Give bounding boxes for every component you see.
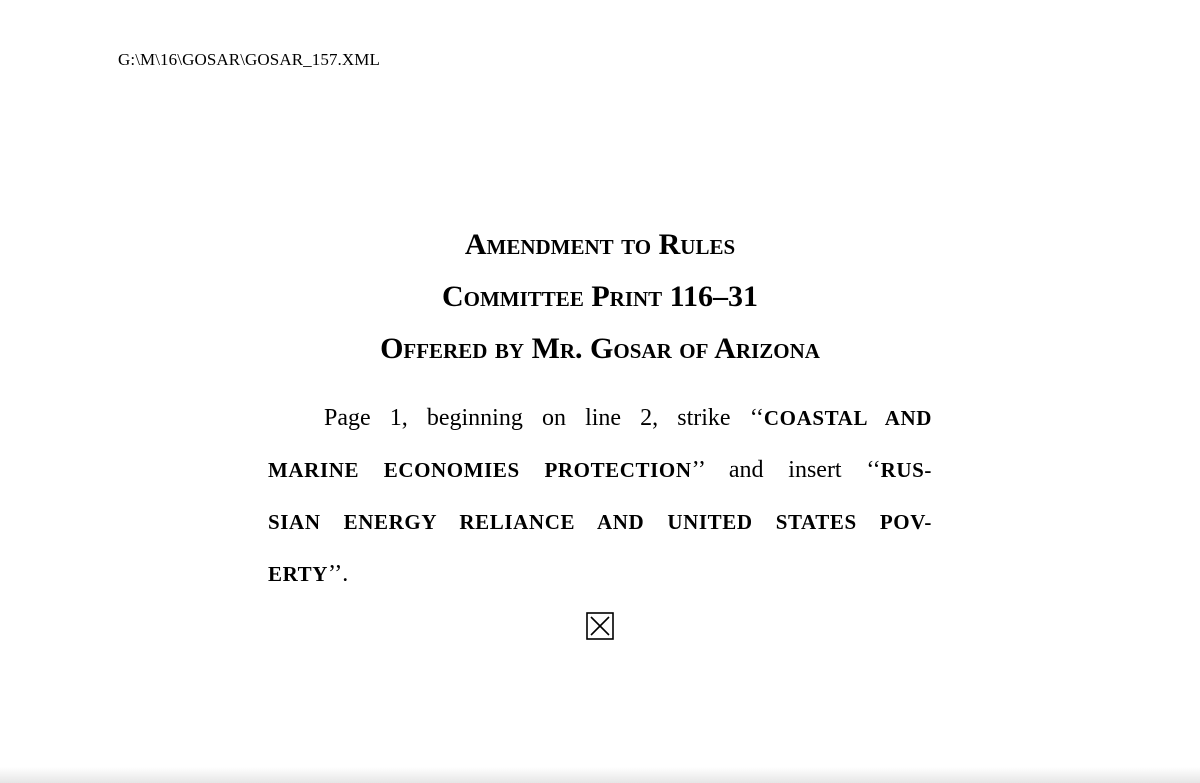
- body-line-4-bold: ERTY: [268, 562, 329, 586]
- body-line-4-text: ’’.: [328, 561, 349, 587]
- boxed-x-icon: [586, 612, 614, 640]
- body-line-2-bold-2: RUS-: [880, 458, 932, 482]
- body-line-2-bold: MARINE ECONOMIES PROTECTION: [268, 458, 692, 482]
- title-line-offered-by: Offered by Mr. Gosar of Arizona: [380, 332, 820, 365]
- file-path: G:\M\16\GOSAR\GOSAR_157.XML: [118, 50, 380, 69]
- title-line-committee-print: Committee Print 116–31: [441, 280, 759, 313]
- body-line-2-text: ’’ and insert ‘‘: [691, 457, 881, 483]
- body-line-1-bold: COASTAL AND: [763, 406, 932, 430]
- body-line-3: [268, 509, 932, 536]
- body-line-2: [268, 457, 932, 484]
- body-line-3-bold: SIAN ENERGY RELIANCE AND UNITED STATES POV-: [268, 510, 932, 534]
- body-line-1-text: Page 1, beginning on line 2, strike ‘‘: [324, 405, 764, 431]
- bottom-shadow: [0, 767, 1200, 783]
- title-line-amendment: Amendment to Rules: [464, 228, 736, 261]
- body-line-4: [268, 561, 348, 588]
- body-line-1: [268, 405, 932, 432]
